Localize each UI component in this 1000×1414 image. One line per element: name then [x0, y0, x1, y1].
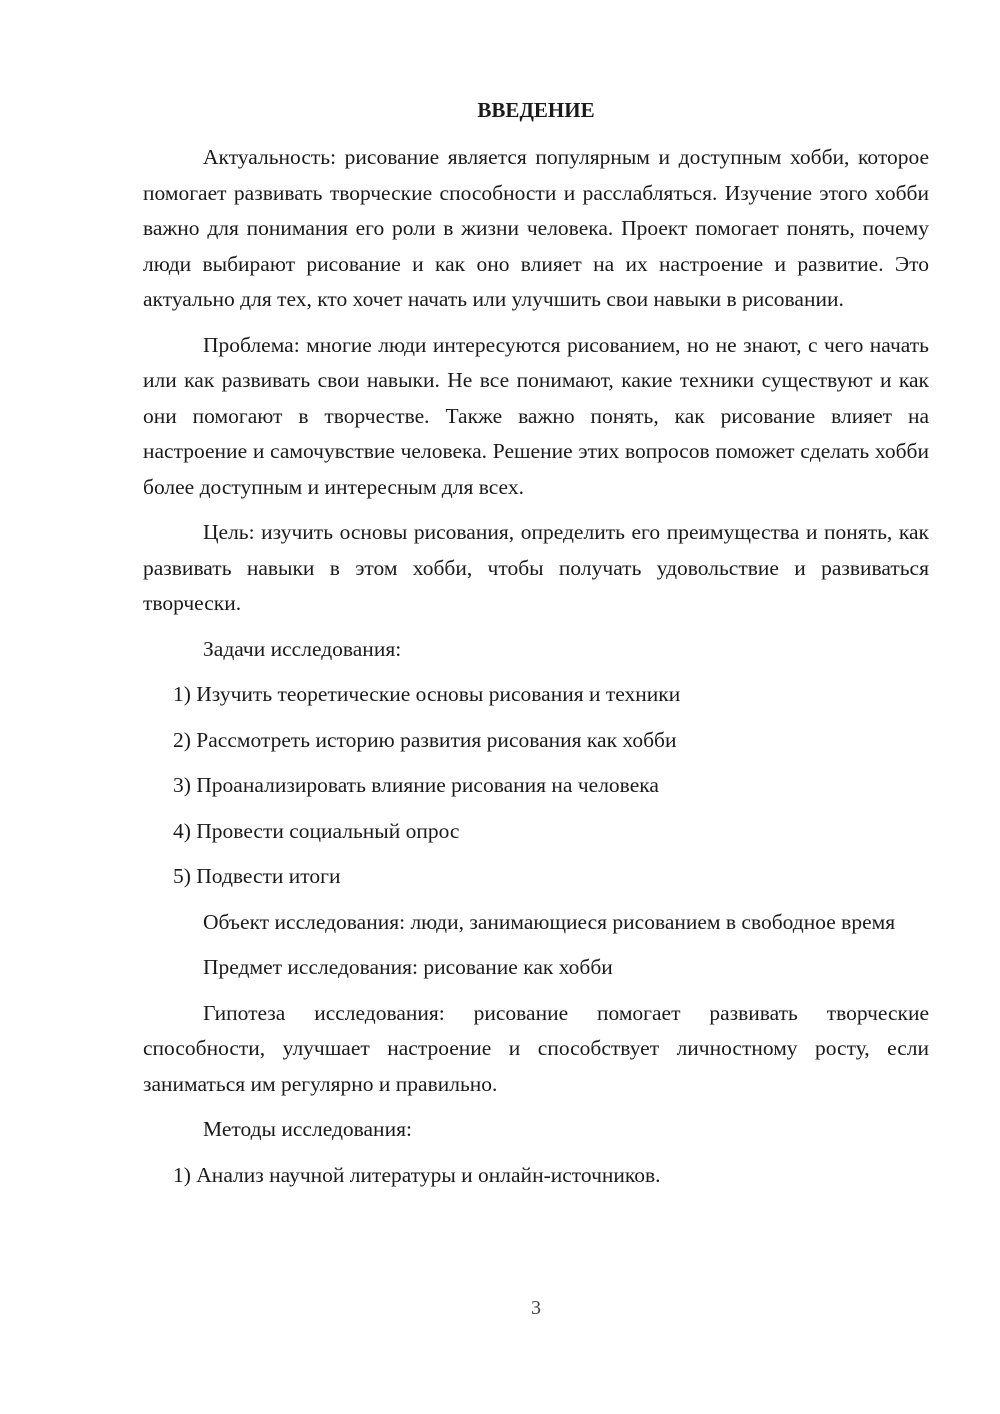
section-title: ВВЕДЕНИЕ — [477, 98, 595, 122]
task-item: 2) Рассмотреть историю развития рисования как хобби — [173, 727, 677, 752]
object-paragraph: Объект исследования: люди, занимающиеся рисованием в свободное время — [203, 909, 896, 934]
task-item: 1) Изучить теоретические основы рисования и техники — [173, 682, 681, 706]
methods-heading: Методы исследования: — [203, 1117, 412, 1141]
hypothesis-paragraph: Гипотеза исследования: рисование помогает развивать творческие способности, улучшает настроение и способствует личностному росту, если заниматься им регулярно и правильно. — [143, 1000, 929, 1096]
problem-paragraph: Проблема: многие люди интересуются рисованием, но не знают, с чего начать или как развивать свои навыки. Не все понимают, какие техники существуют и как они помогают в творчестве. Также важно понять, как рисование влияет на настроение и самочувствие человека. Решение этих вопросов поможет сделать хобби более доступным и интересным для всех. — [143, 332, 929, 499]
methods-list — [143, 1158, 929, 1194]
task-item: 5) Подвести итоги — [173, 864, 341, 888]
method-item: 1) Анализ научной литературы и онлайн-источников. — [173, 1162, 661, 1187]
page-number: 3 — [531, 1297, 541, 1319]
task-item: 4) Провести социальный опрос — [173, 818, 460, 843]
tasks-heading: Задачи исследования: — [203, 636, 402, 661]
tasks-list — [143, 677, 929, 895]
goal-paragraph: Цель: изучить основы рисования, определить его преимущества и понять, как развивать навыки в этом хобби, чтобы получать удовольствие и развиваться творчески. — [143, 520, 929, 615]
document-page — [143, 92, 929, 1203]
subject-paragraph: Предмет исследования: рисование как хобби — [203, 955, 613, 979]
relevance-paragraph: Актуальность: рисование является популярным и доступным хобби, которое помогает развивать творческие способности и расслабляться. Изучение этого хобби важно для понимания его роли в жизни человека. Проект помогает понять, почему люди выбирают рисование и как оно влияет на их настроение и развитие. Это актуально для тех, кто хочет начать или улучшить свои навыки в рисовании. — [143, 145, 929, 311]
task-item: 3) Проанализировать влияние рисования на человека — [173, 773, 659, 797]
